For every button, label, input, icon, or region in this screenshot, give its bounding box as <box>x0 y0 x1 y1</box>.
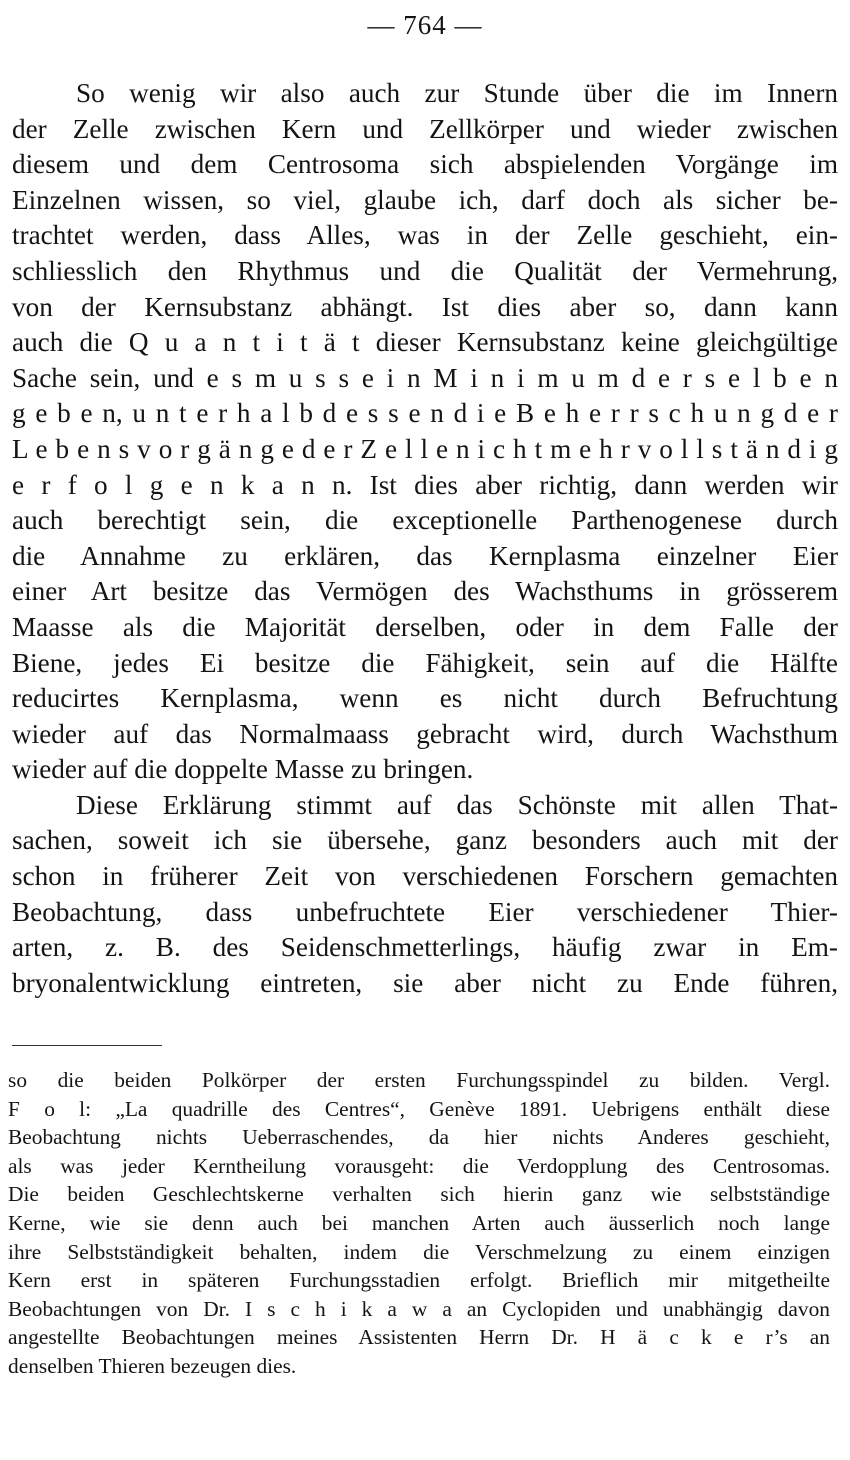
text-line: wieder auf die doppelte Masse zu bringen. <box>12 754 474 785</box>
text-line: So wenig wir also auch zur Stunde über die im Innern <box>76 78 838 108</box>
text-line: L e b e n s v o r g ä n g e d e r Z e l l e n i c h t m e h r v o l l s t ä n d i g <box>12 433 838 464</box>
text-line: Biene, jedes Ei besitze die Fähigkeit, sein auf die Hälfte <box>12 647 838 678</box>
text-line: Sache sein, und e s m u s s e i n M i n i m u m d e r s e l b e n <box>12 362 838 393</box>
text-line: bryonalentwicklung eintreten, sie aber nicht zu Ende führen, <box>12 967 838 998</box>
text-line: Einzelnen wissen, so viel, glaube ich, darf doch als sicher be- <box>12 184 838 215</box>
text-line: Beobachtung, dass unbefruchtete Eier verschiedener Thier- <box>12 896 838 927</box>
text-line: sachen, soweit ich sie übersehe, ganz besonders auch mit der <box>12 825 838 856</box>
text-line: arten, z. B. des Seidenschmetterlings, häufig zwar in Em- <box>12 932 838 963</box>
footnote-line: angestellte Beobachtungen meines Assistenten Herrn Dr. H ä c k e r’s an <box>8 1325 830 1350</box>
page-number: — 764 — <box>367 10 483 40</box>
text-line: wieder auf das Normalmaass gebracht wird, durch Wachsthum <box>12 718 838 749</box>
text-line: Maasse als die Majorität derselben, oder in dem Falle der <box>12 611 838 642</box>
text-line: einer Art besitze das Vermögen des Wachsthums in grösserem <box>12 576 838 607</box>
footnote-line: ihre Selbstständigkeit behalten, indem die Verschmelzung zu einem einzigen <box>8 1239 830 1264</box>
text-line: von der Kernsubstanz abhängt. Ist dies aber so, dann kann <box>12 291 838 322</box>
text-line: auch berechtigt sein, die exceptionelle Parthenogenese durch <box>12 505 838 536</box>
footnote-divider <box>12 1045 162 1046</box>
footnote-line: denselben Thieren bezeugen dies. <box>8 1353 297 1378</box>
text-line: reducirtes Kernplasma, wenn es nicht durch Befruchtung <box>12 683 838 714</box>
text-line: g e b e n, u n t e r h a l b d e s s e n d i e B e h e r r s c h u n g d e r <box>12 398 838 429</box>
footnote-line: Die beiden Geschlechtskerne verhalten sich hierin ganz wie selbstständige <box>8 1182 830 1207</box>
footnote-line: Kerne, wie sie denn auch bei manchen Arten auch äusserlich noch lange <box>8 1210 830 1235</box>
footnote <box>8 1066 830 1381</box>
footnote-line: F o l: „La quadrille des Centres“, Genève 1891. Uebrigens enthält diese <box>8 1096 830 1121</box>
text-line: die Annahme zu erklären, das Kernplasma einzelner Eier <box>12 540 838 571</box>
text-line: e r f o l g e n k a n n. Ist dies aber richtig, dann werden wir <box>12 469 838 500</box>
footnote-line: so die beiden Polkörper der ersten Furchungsspindel zu bilden. Vergl. <box>8 1068 830 1092</box>
text-line: der Zelle zwischen Kern und Zellkörper und wieder zwischen <box>12 113 838 144</box>
footnote-line: Beobachtungen von Dr. I s c h i k a w a an Cyclopiden und unabhängig davon <box>8 1296 830 1321</box>
text-line: trachtet werden, dass Alles, was in der Zelle geschieht, ein- <box>12 220 838 251</box>
text-line: diesem und dem Centrosoma sich abspielenden Vorgänge im <box>12 149 838 180</box>
text-line: auch die Q u a n t i t ä t dieser Kernsubstanz keine gleichgültige <box>12 327 838 358</box>
main-text <box>12 76 838 1001</box>
text-line: Diese Erklärung stimmt auf das Schönste mit allen That- <box>76 789 838 820</box>
footnote-line: als was jeder Kerntheilung vorausgeht: die Verdopplung des Centrosomas. <box>8 1153 830 1178</box>
text-line: schon in früherer Zeit von verschiedenen Forschern gemachten <box>12 861 838 892</box>
footnote-line: Beobachtung nichts Ueberraschendes, da hier nichts Anderes geschieht, <box>8 1125 830 1150</box>
text-line: schliesslich den Rhythmus und die Qualität der Vermehrung, <box>12 255 838 286</box>
footnote-line: Kern erst in späteren Furchungsstadien erfolgt. Brieflich mir mitgetheilte <box>8 1268 830 1293</box>
